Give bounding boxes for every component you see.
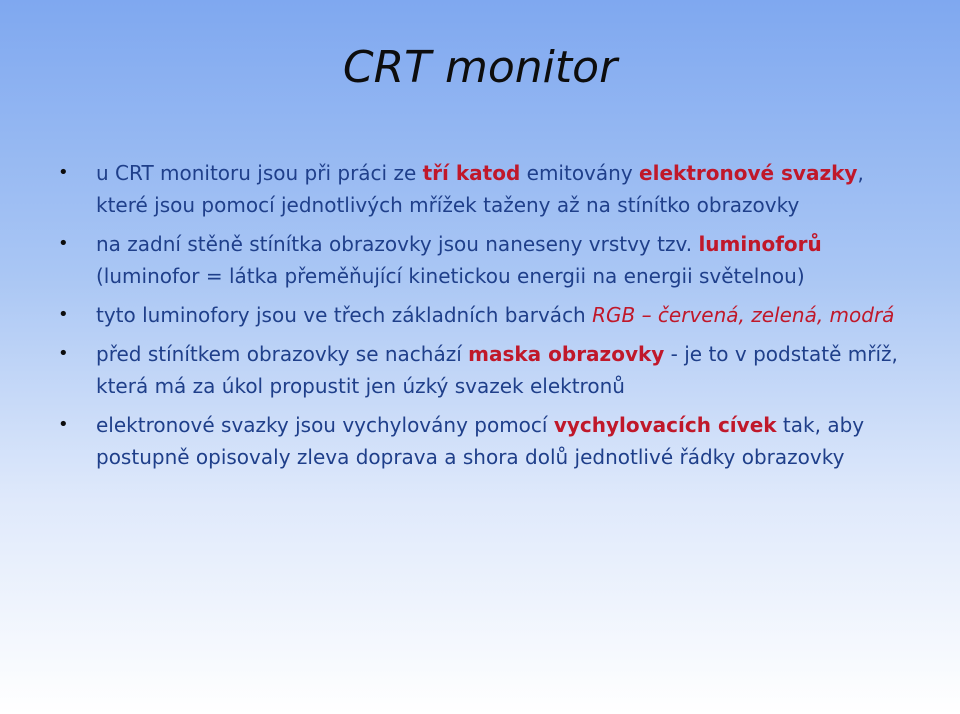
bullet-text [96, 413, 864, 469]
text-segment: emitovány [520, 161, 640, 185]
bullet-dot-icon: • [58, 233, 69, 254]
text-segment: před stínítkem obrazovky se nachází [96, 342, 469, 366]
emphasis-segment: RGB – červená, zelená, modrá [592, 303, 895, 327]
bullet-dot-icon: • [58, 162, 69, 183]
bullet-item [58, 299, 908, 331]
emphasis-segment: elektronové svazky [639, 161, 858, 185]
bullet-item [58, 157, 908, 221]
text-segment: tak, aby postupně opisovaly zleva doprava a shora dolů jednotlivé řádky obrazovky [96, 413, 865, 469]
bullet-text [96, 303, 894, 327]
bullet-text [96, 232, 822, 288]
emphasis-segment: vychylovacích cívek [553, 413, 777, 437]
slide-title: CRT monitor [342, 42, 618, 93]
bullet-text [96, 342, 898, 398]
emphasis-segment: luminoforů [698, 232, 822, 256]
text-segment: na zadní stěně stínítka obrazovky jsou naneseny vrstvy tzv. [96, 232, 699, 256]
bullet-list [58, 157, 908, 480]
emphasis-segment: maska obrazovky [468, 342, 665, 366]
emphasis-segment: tří katod [422, 161, 521, 185]
text-segment: elektronové svazky jsou vychylovány pomocí [96, 413, 554, 437]
bullet-dot-icon: • [58, 343, 69, 364]
bullet-text [96, 161, 864, 217]
bullet-dot-icon: • [58, 414, 69, 435]
text-segment: (luminofor = látka přeměňující kinetickou energii na energii světelnou) [96, 264, 805, 288]
text-segment: tyto luminofory jsou ve třech základních barvách [96, 303, 593, 327]
text-segment: u CRT monitoru jsou při práci ze [96, 161, 423, 185]
bullet-item [58, 338, 908, 402]
bullet-item [58, 409, 908, 473]
bullet-dot-icon: • [58, 304, 69, 325]
text-segment: - je to v podstatě mříž, která má za úkol propustit jen úzký svazek elektronů [96, 342, 898, 398]
bullet-item [58, 228, 908, 292]
text-segment: , které jsou pomocí jednotlivých mřížek taženy až na stínítko obrazovky [96, 161, 864, 217]
